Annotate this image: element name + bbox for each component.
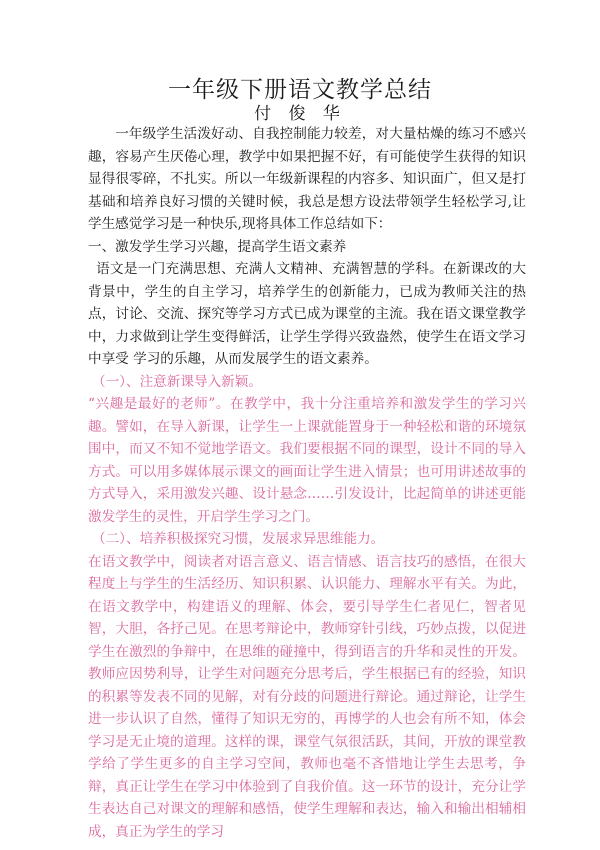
author-name: 付 俊 华 — [254, 104, 346, 124]
section1-paragraph: 语文是一门充满思想、充满人文精神、充满智慧的学科。在新课改的大背景中，学生的自主学习，培养学生的创新能力，已成为教师关注的热点，讨论、交流、探究等学习方式已成为课堂的主流。我在语文课堂教学中，力求做到让学生变得鲜活，让学生学得兴致盎然，使学生在语文学习中享受 学习的乐趣，从而发展学生的语文素养。 — [88, 261, 526, 367]
subsection2-heading: （二）、培养积极探究习惯，发展求异思维能力。 — [92, 531, 385, 547]
document-body — [88, 123, 526, 843]
subsection1-heading: （一）、注意新课导入新颖。 — [92, 373, 262, 390]
section1-heading: 一、激发学生学习兴趣，提高学生语文素养 — [88, 238, 347, 255]
page-title: 一年级下册语文教学总结 — [168, 77, 432, 103]
intro-paragraph: 一年级学生活泼好动、自我控制能力较差，对大量枯燥的练习不感兴趣，容易产生厌倦心理，教学中如果把握不好，有可能使学生获得的知识显得很零碎，不扎实。所以一年级新课程的内容多、知识面广，但又是打基础和培养良好习惯的关键时候，我总是想方设法带领学生轻松学习,让学生感觉学习是一种快乐,现将具体工作总结如下： — [88, 126, 526, 232]
subsection2-paragraph: 在语文教学中，阅读者对语言意义、语言情感、语言技巧的感悟，在很大程度上与学生的生活经历、知识积累、认识能力、理解水平有关。为此，在语文教学中，构建语义的理解、体会，要引导学生仁者见仁，智者见智，大胆，各抒己见。在思考辩论中，教师穿针引线，巧妙点拨，以促进学生在激烈的争辩中，在思维的碰撞中，得到语言的升华和灵性的开发。教师应因势利导，让学生对问题充分思考后，学生根据已有的经验，知识的积累等发表不同的见解，对有分歧的问题进行辩论。通过辩论，让学生进一步认识了自然，懂得了知识无穷的，再博学的人也会有所不知，体会学习是无止境的道理。这样的课，课堂气氛很活跃，其间，开放的课堂教学给了学生更多的自主学习空间，教师也毫不吝惜地让学生去思考，争辩，真正让学生在学习中体验到了自我价值。这一环节的设计，充分让学生表达自己对课文的理解和感悟，使学生理解和表达，输入和输出相辅相成，真正为学生的学习 — [88, 553, 526, 840]
subsection1-paragraph: “兴趣是最好的老师”。在教学中，我十分注重培养和激发学生的学习兴趣。譬如，在导入新课，让学生一上课就能置身于一种轻松和谐的环境氛围中，而又不知不觉地学语文。我们要根据不同的课型，设计不同的导入方式。可以用多媒体展示课文的画面让学生进入情景；也可用讲述故事的方式导入，采用激发兴趣、设计悬念……引发设计，比起简单的讲述更能激发学生的灵性，开启学生学习之门。 — [88, 396, 526, 525]
